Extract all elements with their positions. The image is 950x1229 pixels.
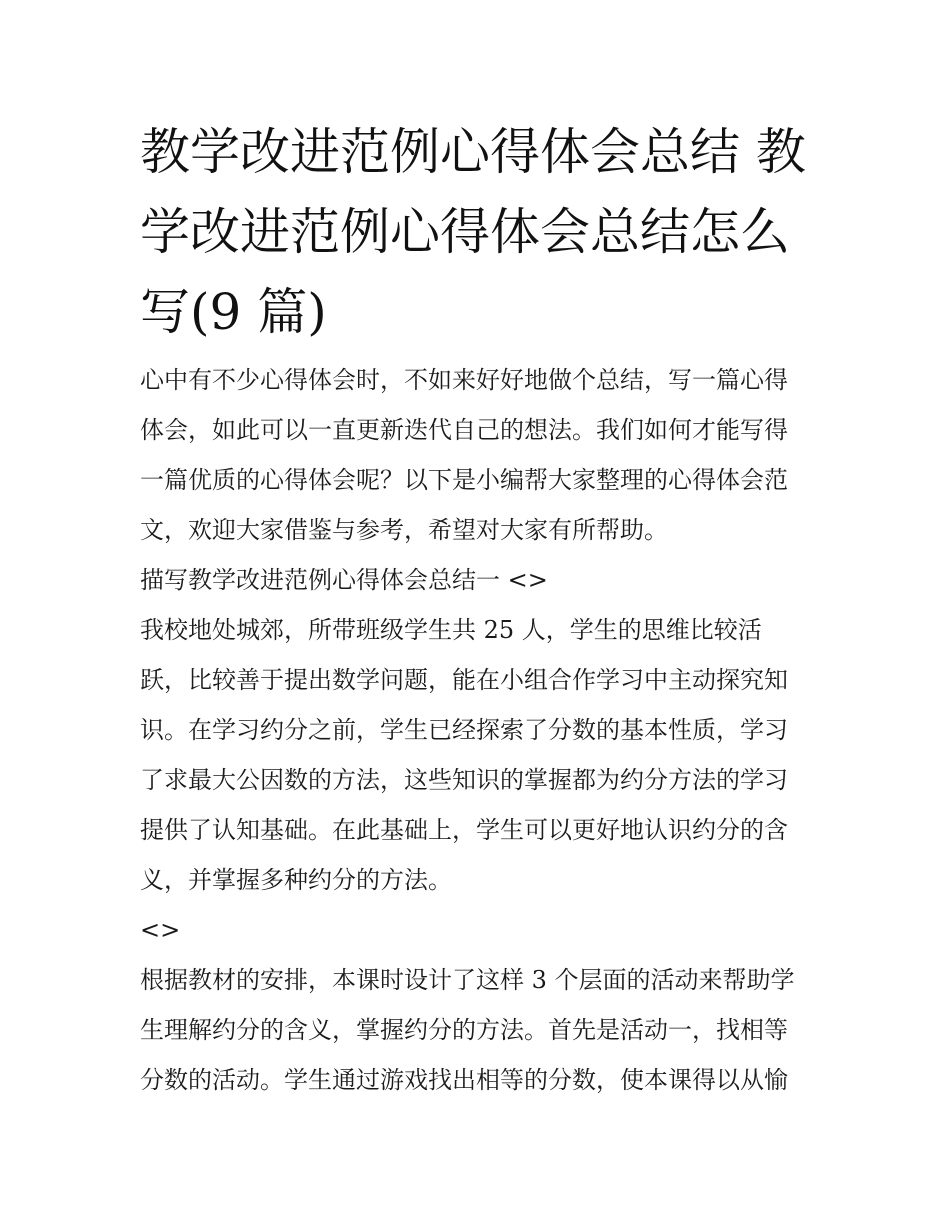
title-line: 写(9 篇) xyxy=(140,283,327,341)
title-line: 教学改进范例心得体会总结 教 xyxy=(140,123,806,181)
text-line: 识。在学习约分之前，学生已经探索了分数的基本性质，学习 xyxy=(140,716,788,744)
document-title xyxy=(140,112,820,352)
text-line: 生理解约分的含义，掌握约分的方法。首先是活动一，找相等 xyxy=(140,1016,788,1044)
text-line: 体会，如此可以一直更新迭代自己的想法。我们如何才能写得 xyxy=(140,416,788,444)
text-line: 跃，比较善于提出数学问题，能在小组合作学习中主动探究知 xyxy=(140,666,788,694)
text-line: 心中有不少心得体会时，不如来好好地做个总结，写一篇心得 xyxy=(140,366,788,394)
title-line: 学改进范例心得体会总结怎么 xyxy=(140,203,790,261)
body-paragraph-2 xyxy=(140,955,820,1105)
document-body xyxy=(140,355,820,1105)
text-line: 了求最大公因数的方法，这些知识的掌握都为约分方法的学习 xyxy=(140,766,788,794)
text-line: 一篇优质的心得体会呢？以下是小编帮大家整理的心得体会范 xyxy=(140,466,788,494)
text-line: 文，欢迎大家借鉴与参考，希望对大家有所帮助。 xyxy=(140,516,668,544)
intro-paragraph xyxy=(140,355,820,555)
body-paragraph-1 xyxy=(140,605,820,905)
text-line: 提供了认知基础。在此基础上，学生可以更好地认识约分的含 xyxy=(140,816,788,844)
text-line: 分数的活动。学生通过游戏找出相等的分数，使本课得以从愉 xyxy=(140,1066,788,1094)
text-line: 我校地处城郊，所带班级学生共 25 人，学生的思维比较活 xyxy=(140,616,762,644)
section-heading: 描写教学改进范例心得体会总结一 <> xyxy=(140,566,548,594)
separator-marker: <> xyxy=(140,916,181,944)
text-line: 根据教材的安排，本课时设计了这样 3 个层面的活动来帮助学 xyxy=(140,966,795,994)
text-line: 义，并掌握多种约分的方法。 xyxy=(140,866,452,894)
